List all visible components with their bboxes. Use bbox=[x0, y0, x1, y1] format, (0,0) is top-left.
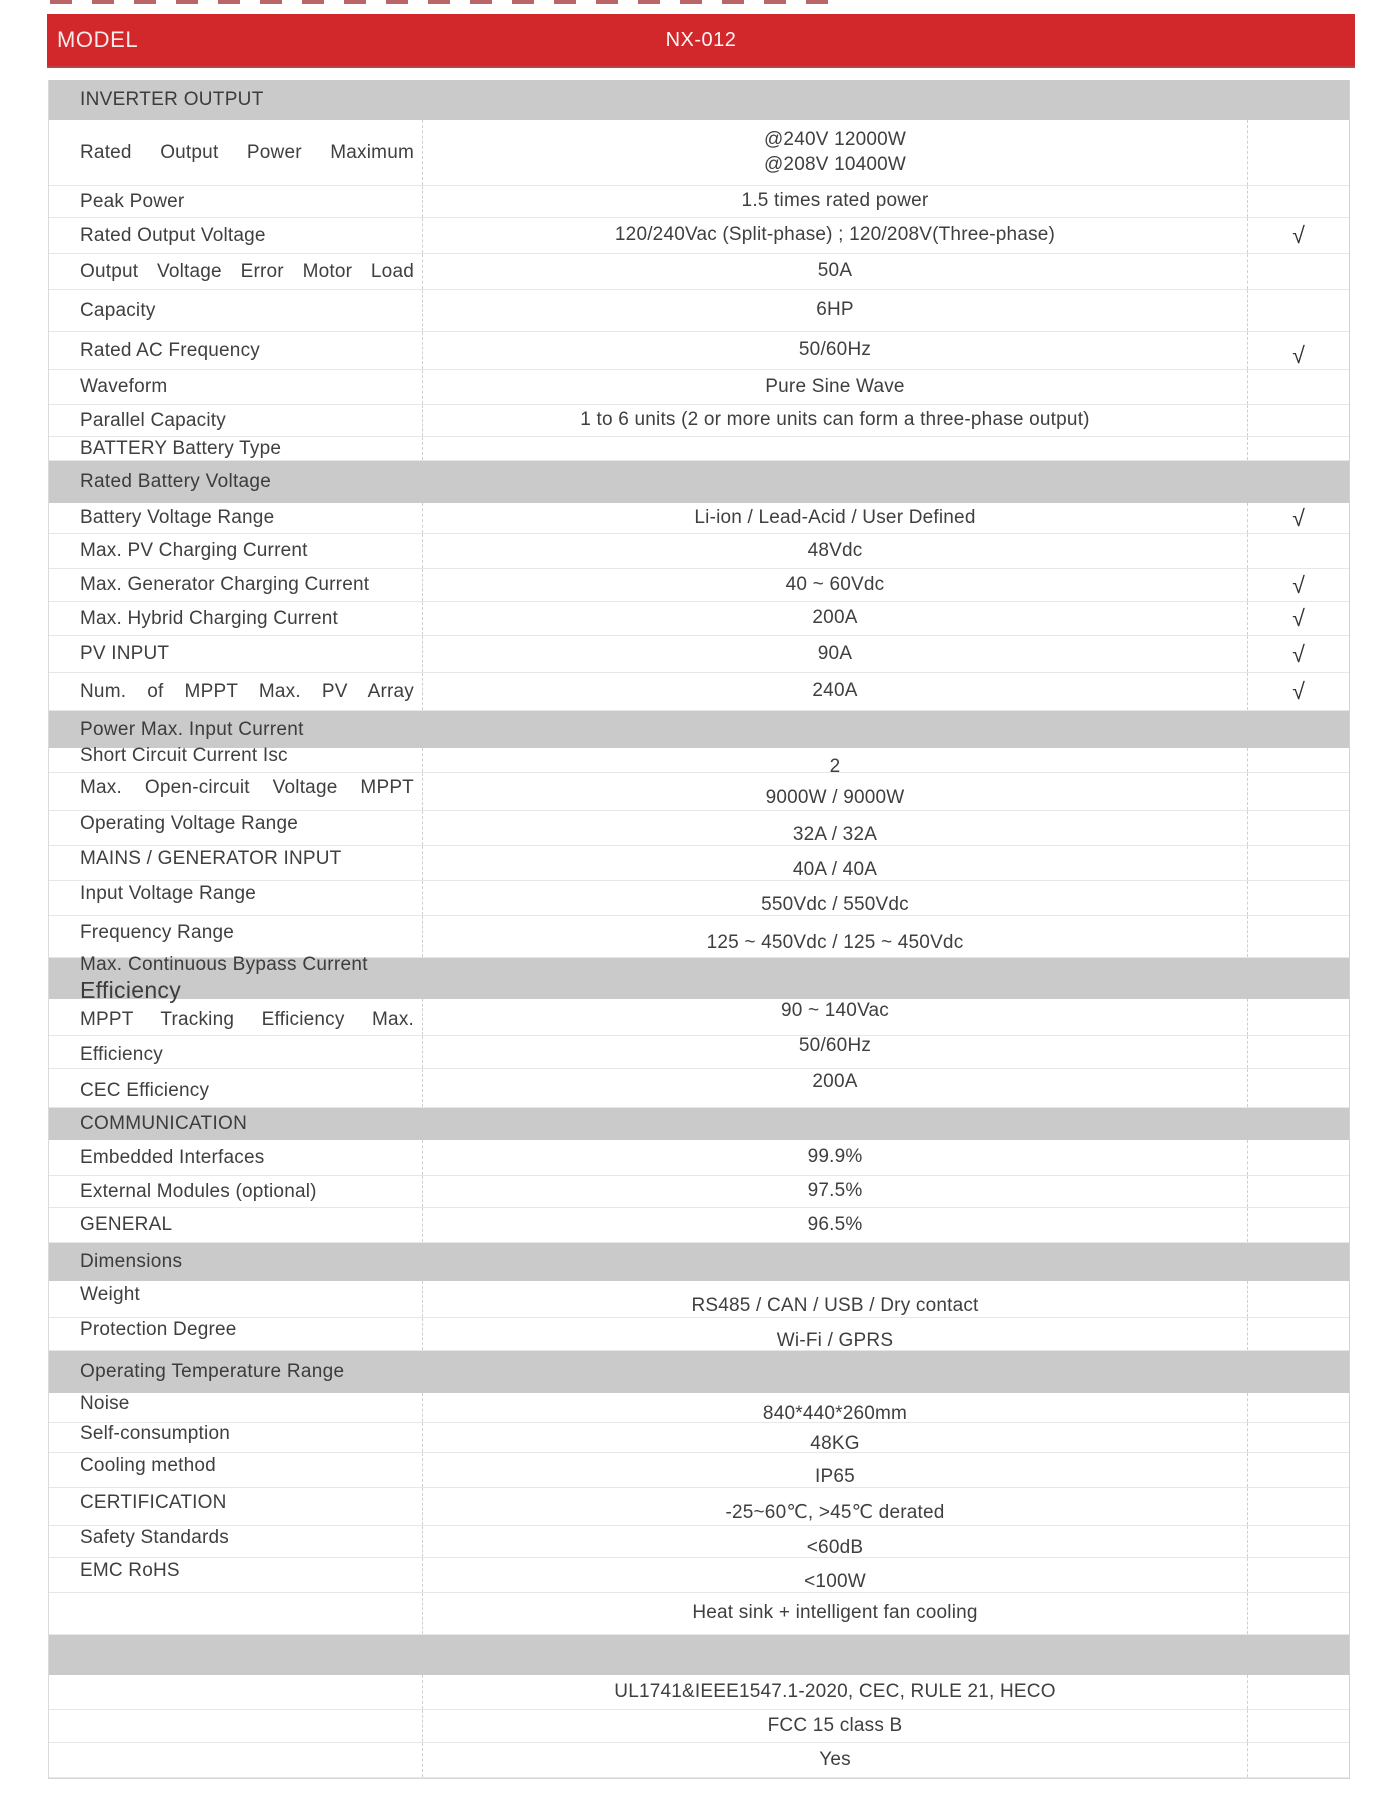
spec-label bbox=[49, 1710, 423, 1742]
spec-row bbox=[49, 405, 1349, 437]
value-text: -25~60℃, >45℃ derated bbox=[725, 1502, 945, 1524]
section-title: Operating Temperature Range bbox=[80, 1361, 345, 1382]
spec-row bbox=[49, 437, 1349, 461]
label-text: MAINS / GENERATOR INPUT bbox=[80, 848, 342, 869]
value-text: <60dB bbox=[806, 1537, 864, 1559]
spec-label bbox=[49, 1453, 423, 1487]
value-text: 40A / 40A bbox=[792, 858, 878, 880]
spec-label bbox=[49, 811, 423, 845]
spec-value bbox=[423, 218, 1248, 253]
spec-row bbox=[49, 1281, 1349, 1318]
spec-row bbox=[49, 569, 1349, 602]
spec-value bbox=[423, 1743, 1248, 1777]
spec-row bbox=[49, 1710, 1349, 1743]
spec-value bbox=[423, 846, 1248, 880]
spec-row bbox=[49, 1318, 1349, 1351]
spec-label bbox=[49, 846, 423, 880]
value-text: 32A / 32A bbox=[792, 823, 878, 845]
spec-row bbox=[49, 1526, 1349, 1558]
value-text: 125 ~ 450Vdc / 125 ~ 450Vdc bbox=[706, 932, 964, 954]
spec-label bbox=[49, 186, 423, 217]
check-cell bbox=[1248, 846, 1349, 880]
value-text: @240V 12000W bbox=[763, 128, 907, 150]
spec-label bbox=[49, 1743, 423, 1777]
label-text: Protection Degree bbox=[80, 1319, 237, 1340]
value-text: 90 ~ 140Vac bbox=[780, 999, 890, 1021]
spec-label bbox=[49, 1593, 423, 1634]
section-band-inverter-output bbox=[49, 80, 1349, 120]
spec-value bbox=[423, 332, 1248, 369]
spec-row bbox=[49, 602, 1349, 636]
label-text: EMC RoHS bbox=[80, 1560, 180, 1581]
spec-value bbox=[423, 1069, 1248, 1107]
model-label: MODEL bbox=[57, 27, 139, 52]
label-text: Weight bbox=[80, 1284, 140, 1305]
check-cell bbox=[1248, 811, 1349, 845]
spec-label bbox=[49, 1675, 423, 1709]
check-cell bbox=[1248, 1069, 1349, 1107]
spec-row bbox=[49, 218, 1349, 254]
section-band-dimensions bbox=[49, 1243, 1349, 1281]
value-text: 200A bbox=[812, 1070, 858, 1092]
label-text: Short Circuit Current Isc bbox=[80, 745, 288, 766]
spec-row bbox=[49, 1140, 1349, 1176]
value-text: 48KG bbox=[810, 1433, 860, 1455]
check-mark: √ bbox=[1292, 605, 1305, 631]
section-band-efficiency bbox=[49, 953, 1349, 1003]
value-text: 99.9% bbox=[807, 1146, 863, 1168]
value-text: Li-ion / Lead-Acid / User Defined bbox=[694, 506, 976, 528]
section-title: Max. Continuous Bypass Current bbox=[80, 953, 368, 975]
spec-value bbox=[423, 1453, 1248, 1487]
spec-value bbox=[423, 999, 1248, 1035]
value-text: 6HP bbox=[816, 299, 854, 321]
spec-row bbox=[49, 881, 1349, 916]
spec-value bbox=[423, 370, 1248, 404]
spec-label bbox=[49, 332, 423, 369]
check-cell bbox=[1248, 748, 1349, 772]
value-text: 840*440*260mm bbox=[762, 1403, 908, 1425]
spec-value bbox=[423, 1036, 1248, 1068]
check-cell bbox=[1248, 332, 1349, 369]
section-band-communication bbox=[49, 1108, 1349, 1140]
spec-label bbox=[49, 503, 423, 533]
spec-label bbox=[49, 1526, 423, 1557]
section-band-operating-temperature bbox=[49, 1351, 1349, 1393]
spec-value bbox=[423, 748, 1248, 777]
value-text: 50/60Hz bbox=[798, 339, 872, 361]
check-cell bbox=[1248, 602, 1349, 635]
label-text: Max. PV Charging Current bbox=[80, 540, 308, 561]
spec-label bbox=[49, 1036, 423, 1068]
spec-row bbox=[49, 503, 1349, 534]
check-cell bbox=[1248, 569, 1349, 601]
value-text: 240A bbox=[812, 680, 858, 702]
label-text: PV INPUT bbox=[80, 643, 170, 664]
check-cell bbox=[1248, 1423, 1349, 1452]
label-text: Cooling method bbox=[80, 1455, 216, 1476]
spec-label bbox=[49, 290, 423, 331]
value-text: 550Vdc / 550Vdc bbox=[761, 893, 909, 915]
label-text: Operating Voltage Range bbox=[80, 813, 298, 834]
spec-label bbox=[49, 881, 423, 915]
value-text: 90A bbox=[817, 642, 853, 664]
torn-edge-decoration bbox=[50, 0, 840, 4]
value-text: UL1741&IEEE1547.1-2020, CEC, RULE 21, HECO bbox=[614, 1680, 1056, 1702]
label-text: Embedded Interfaces bbox=[80, 1146, 265, 1168]
check-cell bbox=[1248, 999, 1349, 1035]
spec-label bbox=[49, 405, 423, 436]
value-text: Wi-Fi / GPRS bbox=[776, 1329, 894, 1351]
spec-row bbox=[49, 1176, 1349, 1208]
label-text: BATTERY Battery Type bbox=[80, 437, 282, 459]
label-text: Self-consumption bbox=[80, 1422, 230, 1444]
spec-value bbox=[423, 405, 1248, 436]
spec-label bbox=[49, 1318, 423, 1350]
spec-row bbox=[49, 773, 1349, 811]
value-text: Pure Sine Wave bbox=[765, 375, 905, 397]
label-text: Rated Output Voltage bbox=[80, 224, 266, 246]
value-text: 96.5% bbox=[807, 1213, 863, 1235]
spec-value bbox=[423, 1593, 1248, 1634]
check-cell bbox=[1248, 1593, 1349, 1634]
spec-value bbox=[423, 1140, 1248, 1175]
spec-row bbox=[49, 846, 1349, 881]
check-cell bbox=[1248, 1393, 1349, 1422]
label-text: Capacity bbox=[80, 299, 156, 321]
spec-label bbox=[49, 1423, 423, 1452]
label-text: GENERAL bbox=[80, 1214, 173, 1235]
spec-row bbox=[49, 1069, 1349, 1108]
section-title: COMMUNICATION bbox=[80, 1113, 248, 1134]
spec-label bbox=[49, 1208, 423, 1242]
value-text: 1 to 6 units (2 or more units can form a three-phase output) bbox=[580, 409, 1090, 431]
spec-label bbox=[49, 916, 423, 957]
spec-value bbox=[423, 1558, 1248, 1592]
section-title: Rated Battery Voltage bbox=[80, 471, 272, 492]
section-title: Dimensions bbox=[80, 1251, 183, 1272]
check-cell bbox=[1248, 370, 1349, 404]
spec-label bbox=[49, 120, 423, 185]
spec-row bbox=[49, 370, 1349, 405]
check-mark: √ bbox=[1292, 571, 1305, 598]
check-cell bbox=[1248, 503, 1349, 533]
value-text: 200A bbox=[812, 607, 858, 629]
label-text: Max. Open-circuit Voltage MPPT bbox=[80, 776, 414, 798]
check-cell bbox=[1248, 1281, 1349, 1317]
spec-row bbox=[49, 254, 1349, 290]
spec-value bbox=[423, 1176, 1248, 1207]
check-cell bbox=[1248, 254, 1349, 289]
spec-label bbox=[49, 1558, 423, 1592]
check-mark: √ bbox=[1292, 222, 1305, 248]
check-mark: √ bbox=[1292, 504, 1305, 531]
check-mark: √ bbox=[1292, 640, 1305, 667]
spec-label bbox=[49, 602, 423, 635]
spec-row bbox=[49, 1743, 1349, 1778]
spec-value bbox=[423, 1526, 1248, 1557]
spec-value bbox=[423, 881, 1248, 915]
label-text: Parallel Capacity bbox=[80, 409, 226, 431]
check-cell bbox=[1248, 673, 1349, 710]
check-cell bbox=[1248, 916, 1349, 957]
spec-value bbox=[423, 1318, 1248, 1350]
spec-label bbox=[49, 673, 423, 710]
check-cell bbox=[1248, 1488, 1349, 1525]
spec-label bbox=[49, 370, 423, 404]
label-text: Max. Hybrid Charging Current bbox=[80, 607, 338, 629]
spec-row bbox=[49, 636, 1349, 673]
spec-label bbox=[49, 1281, 423, 1317]
label-text: MPPT Tracking Efficiency Max. bbox=[80, 1009, 414, 1030]
spec-row bbox=[49, 745, 1349, 777]
label-text: Output Voltage Error Motor Load bbox=[80, 260, 414, 282]
value-text: 2 bbox=[829, 755, 841, 777]
spec-value bbox=[423, 1208, 1248, 1242]
spec-value bbox=[423, 437, 1248, 460]
spec-row bbox=[49, 1488, 1349, 1526]
check-mark: √ bbox=[1292, 342, 1305, 368]
section-title: Power Max. Input Current bbox=[80, 718, 304, 740]
spec-value bbox=[423, 602, 1248, 635]
check-cell bbox=[1248, 186, 1349, 217]
check-cell bbox=[1248, 534, 1349, 568]
spec-row bbox=[49, 1453, 1349, 1488]
spec-label bbox=[49, 218, 423, 253]
spec-row bbox=[49, 1558, 1349, 1593]
spec-value bbox=[423, 569, 1248, 601]
check-cell bbox=[1248, 636, 1349, 672]
spec-row bbox=[49, 1675, 1349, 1710]
model-header-bar bbox=[47, 14, 1355, 68]
spec-row bbox=[49, 1208, 1349, 1243]
spec-label bbox=[49, 1176, 423, 1207]
spec-row bbox=[49, 1593, 1349, 1635]
spec-value bbox=[423, 916, 1248, 957]
label-text: Battery Voltage Range bbox=[80, 507, 275, 528]
model-value: NX-012 bbox=[665, 28, 737, 51]
check-cell bbox=[1248, 1318, 1349, 1350]
spec-label bbox=[49, 437, 423, 460]
value-text: 48Vdc bbox=[807, 539, 863, 561]
spec-row bbox=[49, 811, 1349, 846]
check-cell bbox=[1248, 218, 1349, 253]
spec-label bbox=[49, 745, 423, 772]
section-band-rated-battery-voltage bbox=[49, 461, 1349, 503]
check-cell bbox=[1248, 437, 1349, 460]
spec-row bbox=[49, 332, 1349, 370]
value-text: FCC 15 class B bbox=[767, 1714, 903, 1736]
value-text: 1.5 times rated power bbox=[741, 190, 929, 212]
section-band-power-max-input-current bbox=[49, 711, 1349, 748]
spec-value bbox=[423, 186, 1248, 217]
check-cell bbox=[1248, 1675, 1349, 1709]
label-text: CEC Efficiency bbox=[80, 1080, 210, 1101]
spec-label bbox=[49, 773, 423, 810]
spec-row bbox=[49, 673, 1349, 711]
value-text: Yes bbox=[819, 1748, 851, 1770]
spec-row bbox=[49, 186, 1349, 218]
label-text: Safety Standards bbox=[80, 1526, 229, 1548]
label-text: Rated Output Power Maximum bbox=[80, 141, 414, 163]
spec-value bbox=[423, 1488, 1248, 1525]
spec-value bbox=[423, 1423, 1248, 1455]
value-text: IP65 bbox=[815, 1465, 855, 1487]
check-cell bbox=[1248, 1140, 1349, 1175]
spec-value bbox=[423, 1710, 1248, 1742]
check-cell bbox=[1248, 1710, 1349, 1742]
spec-row bbox=[49, 916, 1349, 958]
check-cell bbox=[1248, 1453, 1349, 1487]
check-cell bbox=[1248, 1558, 1349, 1592]
spec-label bbox=[49, 1488, 423, 1525]
spec-value bbox=[423, 120, 1248, 185]
spec-label bbox=[49, 1069, 423, 1107]
value-text: 97.5% bbox=[807, 1180, 863, 1202]
label-text: Peak Power bbox=[80, 190, 185, 212]
value-text: Heat sink + intelligent fan cooling bbox=[692, 1602, 978, 1624]
check-cell bbox=[1248, 1526, 1349, 1557]
spec-row bbox=[49, 999, 1349, 1036]
spec-label bbox=[49, 1140, 423, 1175]
label-text: Num. of MPPT Max. PV Array bbox=[80, 680, 414, 702]
check-cell bbox=[1248, 120, 1349, 185]
label-text: Noise bbox=[80, 1392, 130, 1414]
check-cell bbox=[1248, 405, 1349, 436]
check-mark: √ bbox=[1292, 678, 1305, 704]
spec-value bbox=[423, 290, 1248, 331]
check-cell bbox=[1248, 1208, 1349, 1242]
spec-value bbox=[423, 1393, 1248, 1425]
value-text: 120/240Vac (Split-phase) ; 120/208V(Three-phase) bbox=[614, 224, 1056, 246]
label-text: Rated AC Frequency bbox=[80, 339, 260, 361]
value-text: <100W bbox=[804, 1570, 866, 1592]
spec-value bbox=[423, 254, 1248, 289]
spec-value bbox=[423, 673, 1248, 710]
spec-row bbox=[49, 1423, 1349, 1453]
label-text: External Modules (optional) bbox=[80, 1180, 317, 1202]
value-text: 9000W / 9000W bbox=[765, 787, 905, 809]
spec-table bbox=[48, 80, 1350, 1779]
section-title: INVERTER OUTPUT bbox=[80, 89, 264, 110]
spec-value bbox=[423, 636, 1248, 672]
spec-value bbox=[423, 534, 1248, 568]
value-text: 50A bbox=[817, 260, 853, 282]
spec-label bbox=[49, 999, 423, 1035]
spec-value bbox=[423, 503, 1248, 533]
label-text: Waveform bbox=[80, 376, 168, 397]
value-text: RS485 / CAN / USB / Dry contact bbox=[691, 1294, 979, 1316]
spec-label bbox=[49, 1393, 423, 1422]
spec-row bbox=[49, 120, 1349, 186]
check-cell bbox=[1248, 881, 1349, 915]
spec-row bbox=[49, 1036, 1349, 1069]
label-text: Efficiency bbox=[80, 1044, 163, 1065]
spec-row bbox=[49, 290, 1349, 332]
check-cell bbox=[1248, 290, 1349, 331]
spec-label bbox=[49, 569, 423, 601]
spec-value bbox=[423, 1675, 1248, 1709]
section-band-blank bbox=[49, 1635, 1349, 1675]
check-cell bbox=[1248, 773, 1349, 810]
label-text: Input Voltage Range bbox=[80, 883, 256, 904]
value-text: 50/60Hz bbox=[798, 1034, 872, 1056]
spec-row bbox=[49, 534, 1349, 569]
label-text: Frequency Range bbox=[80, 921, 235, 943]
spec-label bbox=[49, 636, 423, 672]
value-text-line2: @208V 10400W bbox=[763, 153, 907, 175]
spec-row bbox=[49, 1393, 1349, 1423]
check-cell bbox=[1248, 1743, 1349, 1777]
check-cell bbox=[1248, 1036, 1349, 1068]
spec-value bbox=[423, 1281, 1248, 1317]
check-cell bbox=[1248, 1176, 1349, 1207]
spec-value bbox=[423, 811, 1248, 845]
spec-label bbox=[49, 534, 423, 568]
value-text: 40 ~ 60Vdc bbox=[785, 573, 885, 595]
section-subtitle: Efficiency bbox=[80, 976, 182, 1003]
spec-label bbox=[49, 254, 423, 289]
label-text: CERTIFICATION bbox=[80, 1491, 227, 1513]
label-text: Max. Generator Charging Current bbox=[80, 574, 370, 595]
